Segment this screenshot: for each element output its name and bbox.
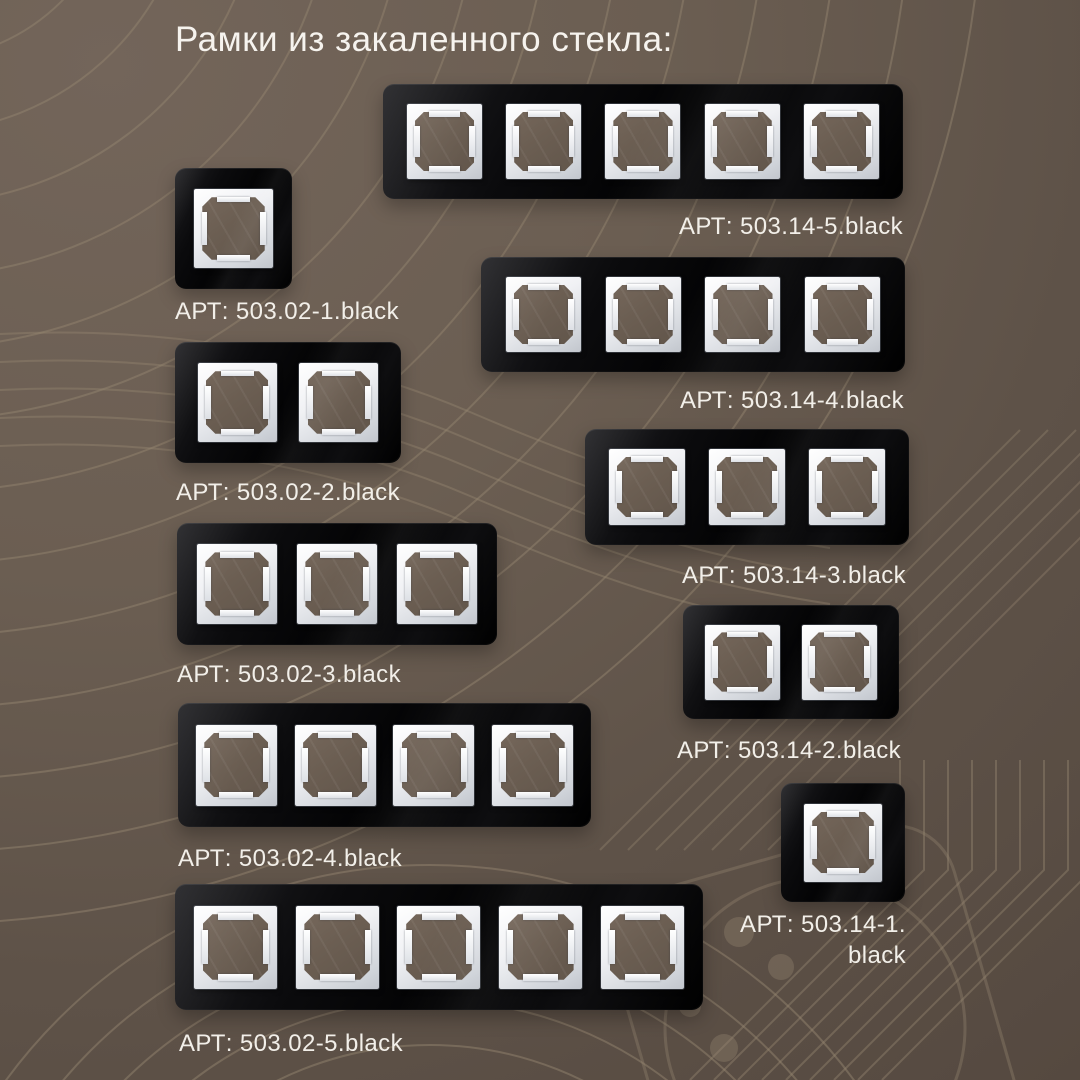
mount-tab-left [307,386,313,419]
mount-tab-bottom [631,512,663,518]
mount-tab-left [405,567,411,601]
mount-tab-right [461,748,467,782]
article-label-503-14-3 [682,560,906,591]
mount-tab-left [202,930,208,965]
window-row [177,523,497,645]
frame-window [296,906,379,989]
frame-window [601,906,684,989]
mount-tab-right [864,646,870,678]
mount-tab-left [811,826,817,859]
window-row [781,783,905,902]
frame-window [804,104,879,179]
mount-tab-bottom [221,429,254,435]
window-opening [303,733,367,797]
frame-window [196,725,277,806]
article-label-503-02-1 [175,296,399,327]
mount-tab-left [809,646,815,678]
product-frame-503-02-5 [175,884,703,1010]
mount-tab-top [318,732,352,738]
mount-tab-bottom [219,792,253,798]
mount-tab-left [405,930,411,965]
window-opening [713,285,772,344]
frame-window [397,544,477,624]
mount-tab-right [767,126,773,158]
mount-tab-right [866,126,872,158]
window-opening [206,371,268,433]
window-row [383,84,903,199]
frame-window [606,277,681,352]
mount-tab-right [362,748,368,782]
mount-tab-bottom [528,339,560,345]
article-label-503-14-1 [740,909,906,971]
article-label-503-02-5 [179,1028,403,1059]
article-label-line: АРТ: 503.02-1.black [175,298,399,325]
mount-tab-left [513,126,519,158]
article-label-503-02-3 [177,659,401,690]
mount-tab-right [263,930,269,965]
mount-tab-left [812,299,818,331]
mount-tab-left [713,299,719,331]
mount-tab-top [831,456,863,462]
frame-window [809,449,885,525]
mount-tab-bottom [420,610,454,616]
mount-tab-top [827,284,859,290]
mount-tab-bottom [824,687,856,693]
mount-tab-bottom [625,974,660,980]
product-frame-503-02-3 [177,523,497,645]
mount-tab-right [569,126,575,158]
window-opening [415,112,474,171]
article-label-line: АРТ: 503.14-3.black [682,562,906,589]
product-frame-503-14-1 [781,783,905,902]
frame-window [397,906,480,989]
mount-tab-top [422,913,457,919]
mount-tab-right [867,299,873,331]
window-row [178,703,591,827]
mount-tab-top [727,632,759,638]
mount-tab-left [414,126,420,158]
frame-window [197,544,277,624]
article-label-503-02-2 [176,477,400,508]
mount-tab-right [263,567,269,601]
mount-tab-top [824,632,856,638]
mount-tab-left [401,748,407,782]
mount-tab-top [217,197,250,203]
window-opening [406,914,472,980]
window-opening [812,812,874,874]
mount-tab-bottom [516,792,550,798]
mount-tab-bottom [827,339,859,345]
frame-window [295,725,376,806]
mount-tab-top [219,732,253,738]
article-label-503-14-4 [680,385,904,416]
mount-tab-right [365,386,371,419]
window-opening [304,914,370,980]
mount-tab-right [772,471,778,503]
mount-tab-left [811,126,817,158]
mount-tab-top [827,811,860,817]
mount-tab-right [263,748,269,782]
mount-tab-left [304,930,310,965]
product-frame-503-14-5 [383,84,903,199]
mount-tab-right [568,299,574,331]
frame-window [609,449,685,525]
frame-window [194,906,277,989]
frame-window [705,277,780,352]
mount-tab-right [469,126,475,158]
frame-window [705,625,780,700]
mount-tab-left [616,471,622,503]
mount-tab-top [627,284,659,290]
mount-tab-right [559,748,565,782]
mount-tab-bottom [831,512,863,518]
mount-tab-left [613,299,619,331]
mount-tab-left [712,126,718,158]
mount-tab-right [869,826,875,859]
mount-tab-right [668,126,674,158]
frame-window [506,277,581,352]
window-opening [308,371,370,433]
mount-tab-bottom [429,166,461,172]
product-frame-503-14-2 [683,605,899,719]
window-opening [810,632,869,691]
mount-tab-top [420,552,454,558]
mount-tab-bottom [627,166,659,172]
window-opening [514,112,573,171]
window-opening [202,197,264,259]
mount-tab-top [516,732,550,738]
frame-window [407,104,482,179]
mount-tab-right [872,471,878,503]
product-frame-503-02-1 [175,168,292,289]
mount-tab-right [668,299,674,331]
article-label-line: АРТ: 503.02-4.black [178,845,402,872]
article-label-line: black [847,942,906,969]
mount-tab-left [712,646,718,678]
window-row [175,168,292,289]
product-frame-503-14-4 [481,257,905,372]
article-label-503-14-5 [679,211,903,242]
window-opening [203,914,269,980]
mount-tab-top [727,284,759,290]
article-label-503-14-2 [677,735,901,766]
window-opening [812,112,871,171]
mount-tab-bottom [523,974,558,980]
frame-window [705,104,780,179]
product-frame-503-02-4 [178,703,591,827]
mount-tab-bottom [727,339,759,345]
mount-tab-bottom [217,255,250,261]
mount-tab-left [202,212,208,245]
window-opening [613,285,672,344]
mount-tab-top [826,111,858,117]
product-frame-503-14-3 [585,429,909,545]
window-opening [613,112,672,171]
mount-tab-left [507,930,513,965]
window-opening [305,552,368,615]
mount-tab-left [203,748,209,782]
window-opening [713,112,772,171]
mount-tab-left [609,930,615,965]
mount-tab-left [302,748,308,782]
frame-window [506,104,581,179]
window-opening [514,285,573,344]
mount-tab-left [500,748,506,782]
frame-window [393,725,474,806]
page-title: Рамки из закаленного стекла: [175,20,673,59]
article-label-line: АРТ: 503.14-2.black [677,737,901,764]
mount-tab-right [463,567,469,601]
mount-tab-bottom [318,792,352,798]
mount-tab-left [205,567,211,601]
window-opening [405,552,468,615]
mount-tab-top [218,913,253,919]
window-opening [402,733,466,797]
window-row [683,605,899,719]
mount-tab-top [627,111,659,117]
mount-tab-left [613,126,619,158]
mount-tab-bottom [322,429,355,435]
frame-window [297,544,377,624]
mount-tab-top [322,371,355,377]
window-row [585,429,909,545]
frame-window [492,725,573,806]
product-frame-503-02-2 [175,342,401,463]
mount-tab-left [305,567,311,601]
window-opening [204,733,268,797]
mount-tab-right [670,930,676,965]
mount-tab-top [631,456,663,462]
window-opening [713,632,772,691]
window-opening [817,457,877,517]
mount-tab-bottom [826,166,858,172]
mount-tab-top [528,284,560,290]
mount-tab-left [513,299,519,331]
frame-window [198,363,277,442]
mount-tab-right [568,930,574,965]
article-label-line: АРТ: 503.14-1. [740,911,906,938]
mount-tab-right [363,567,369,601]
article-label-503-02-4 [178,843,402,874]
mount-tab-left [205,386,211,419]
mount-tab-bottom [731,512,763,518]
article-label-line: АРТ: 503.14-4.black [680,387,904,414]
frame-window [802,625,877,700]
mount-tab-bottom [727,687,759,693]
mount-tab-bottom [528,166,560,172]
mount-tab-bottom [422,974,457,980]
frame-window [299,363,378,442]
mount-tab-bottom [827,868,860,874]
mount-tab-right [466,930,472,965]
article-label-line: АРТ: 503.02-3.black [177,661,401,688]
mount-tab-top [221,371,254,377]
window-opening [501,733,565,797]
window-row [481,257,905,372]
mount-tab-bottom [220,610,254,616]
mount-tab-bottom [627,339,659,345]
window-opening [205,552,268,615]
window-opening [717,457,777,517]
mount-tab-top [320,913,355,919]
mount-tab-top [220,552,254,558]
mount-tab-right [260,212,266,245]
window-row [175,342,401,463]
mount-tab-right [768,299,774,331]
window-opening [813,285,872,344]
mount-tab-left [716,471,722,503]
window-opening [508,914,574,980]
mount-tab-top [726,111,758,117]
frame-window [194,189,273,268]
article-label-line: АРТ: 503.02-5.black [179,1030,403,1057]
mount-tab-top [429,111,461,117]
mount-tab-top [528,111,560,117]
mount-tab-top [320,552,354,558]
frame-window [709,449,785,525]
mount-tab-bottom [218,974,253,980]
mount-tab-left [816,471,822,503]
article-label-line: АРТ: 503.14-5.black [679,213,903,240]
window-row [175,884,703,1010]
mount-tab-top [731,456,763,462]
mount-tab-bottom [320,610,354,616]
mount-tab-right [767,646,773,678]
mount-tab-bottom [417,792,451,798]
frame-window [605,104,680,179]
mount-tab-right [672,471,678,503]
window-opening [617,457,677,517]
frame-window [499,906,582,989]
mount-tab-top [417,732,451,738]
mount-tab-right [365,930,371,965]
frame-window [804,804,882,882]
article-label-line: АРТ: 503.02-2.black [176,479,400,506]
mount-tab-bottom [726,166,758,172]
frame-window [805,277,880,352]
mount-tab-right [263,386,269,419]
mount-tab-top [523,913,558,919]
mount-tab-top [625,913,660,919]
window-opening [610,914,676,980]
mount-tab-bottom [320,974,355,980]
